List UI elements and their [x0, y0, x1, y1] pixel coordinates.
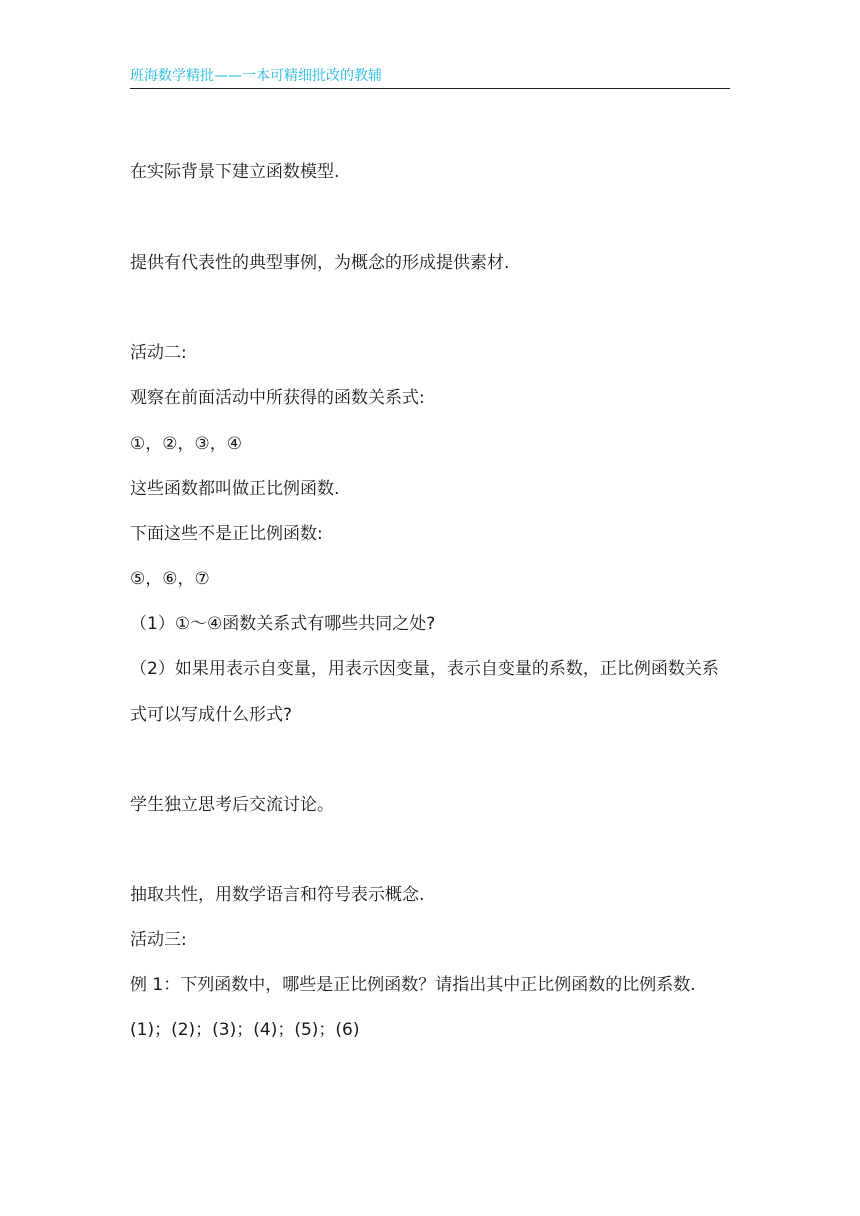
text-line-examples: 提供有代表性的典型事例，为概念的形成提供素材.	[130, 253, 510, 273]
text-line-proportional: 这些函数都叫做正比例函数.	[130, 479, 340, 499]
text-line-observe: 观察在前面活动中所获得的函数关系式:	[130, 388, 425, 408]
heading-activity-three: 活动三:	[130, 930, 187, 950]
page-header	[130, 66, 730, 89]
question-2-continued: 式可以写成什么形式?	[130, 705, 293, 725]
question-1: （1）①～④函数关系式有哪些共同之处?	[130, 614, 436, 634]
text-line-discussion: 学生独立思考后交流讨论。	[130, 795, 334, 815]
example-1: 例 1：下列函数中，哪些是正比例函数？请指出其中正比例函数的比例系数.	[130, 975, 696, 995]
text-line-formulas-1-4: ①，②，③，④	[130, 434, 242, 454]
text-line-not-proportional: 下面这些不是正比例函数:	[130, 524, 323, 544]
question-2: （2）如果用表示自变量，用表示因变量，表示自变量的系数，正比例函数关系	[130, 659, 719, 679]
text-line-context: 在实际背景下建立函数模型.	[130, 162, 340, 182]
header-title: 班海数学精批——一本可精细批改的教辅	[130, 68, 382, 84]
text-line-abstract: 抽取共性，用数学语言和符号表示概念.	[130, 885, 425, 905]
example-1-options: (1)；(2)；(3)；(4)；(5)；(6)	[130, 1020, 360, 1040]
heading-activity-two: 活动二:	[130, 343, 187, 363]
text-line-formulas-5-7: ⑤，⑥，⑦	[130, 569, 210, 589]
